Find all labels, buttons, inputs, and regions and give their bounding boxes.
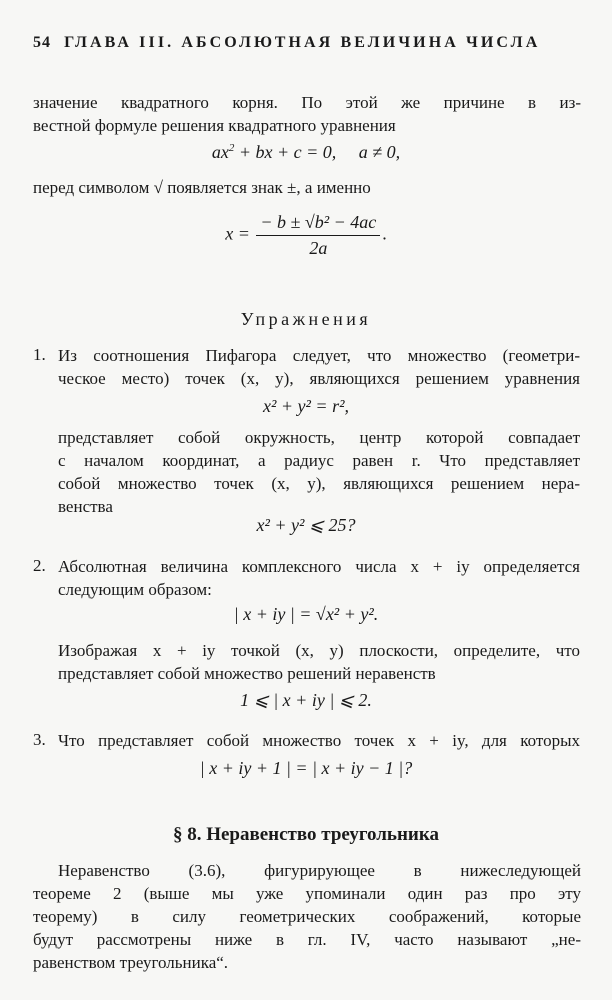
text-line: значение квадратного корня. По этой же причине в из- [33, 93, 581, 112]
text-line: представляет собой окружность, центр которой совпадает [58, 428, 580, 447]
fraction-numerator: − b ± √b² − 4ac [256, 212, 380, 236]
annulus-inequality: 1 ⩽ | x + iy | ⩽ 2. [240, 690, 372, 710]
formula-part: . [382, 223, 387, 244]
text-line: собой множество точек (x, y), являющихся решением нера- [58, 474, 580, 493]
exercise-number: 1. [33, 345, 46, 364]
disk-inequality: x² + y² ⩽ 25? [256, 515, 356, 535]
text-line: представляет собой множество решений неравенств [58, 664, 436, 683]
text-line: Из соотношения Пифагора следует, что множество (геометри- [58, 346, 580, 365]
fraction [256, 212, 380, 259]
text-line: теорему) в силу геометрических соображений, которые [33, 907, 581, 926]
text-line: Абсолютная величина комплексного числа x + iy определяется [58, 557, 580, 576]
quadratic-equation [0, 142, 612, 163]
exercise-number: 3. [33, 730, 46, 749]
chapter-title: ГЛАВА III. АБСОЛЮТНАЯ ВЕЛИЧИНА ЧИСЛА [64, 34, 541, 51]
text-line: вестной формуле решения квадратного уравнения [33, 116, 396, 135]
modulus-definition: | x + iy | = √x² + y². [233, 604, 379, 624]
section-title: § 8. Неравенство треугольника [172, 824, 440, 845]
text-line: равенством треугольника“. [33, 953, 229, 972]
text-line: будут рассмотрены ниже в гл. IV, часто называют „не- [33, 930, 581, 949]
circle-equation: x² + y² = r², [263, 396, 349, 416]
text-line: венства [58, 497, 113, 516]
running-header [33, 34, 593, 52]
formula-part: + bx + c = 0, [234, 142, 337, 162]
text-line: ческое место) точек (x, y), являющихся решением уравнения [58, 369, 580, 388]
exercises-title: Упражнения [240, 309, 372, 329]
formula-part: ax [211, 142, 229, 162]
fraction-denominator: 2a [309, 238, 328, 258]
text-line: перед символом √ появляется знак ±, а именно [33, 178, 371, 197]
formula-part: 2 [228, 142, 235, 154]
text-line: теореме 2 (выше мы уже упоминали один раз про эту [33, 884, 581, 903]
text-line: следующим образом: [58, 580, 212, 599]
text-line: с началом координат, а радиус равен r. Что представляет [58, 451, 580, 470]
formula-part: a ≠ 0, [358, 142, 401, 162]
text-line: Изображая x + iy точкой (x, y) плоскости, определите, что [58, 641, 580, 660]
page-number: 54 [33, 34, 51, 51]
quadratic-formula [0, 212, 612, 259]
text-line: Что представляет собой множество точек x + iy, для которых [58, 731, 580, 750]
exercise-number: 2. [33, 556, 46, 575]
bisector-equation: | x + iy + 1 | = | x + iy − 1 |? [199, 758, 413, 778]
text-line: Неравенство (3.6), фигурирующее в нижеследующей [58, 861, 581, 880]
formula-part: x = [225, 223, 250, 244]
